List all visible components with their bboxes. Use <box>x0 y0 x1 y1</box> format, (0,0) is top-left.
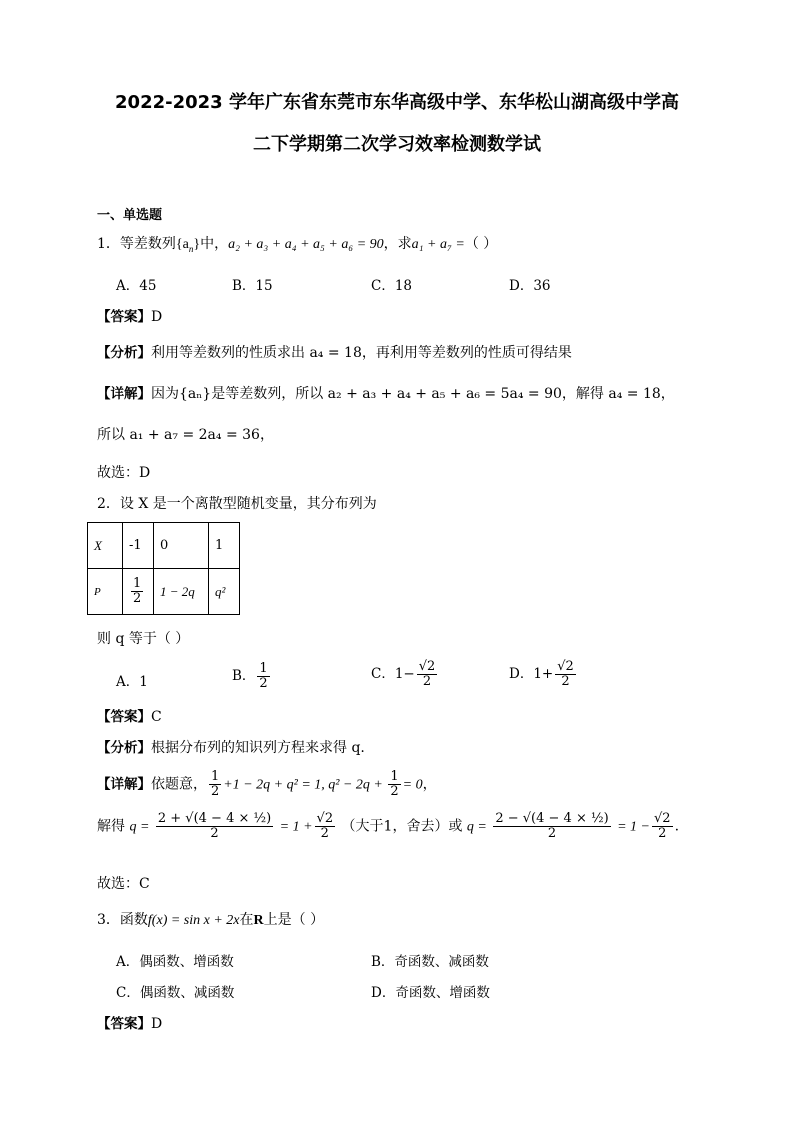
q3-option-a: A．偶函数、增函数 <box>116 954 234 970</box>
q2-option-b: B． $\frac{1}{2}$ <box>232 661 268 691</box>
q2-answer: 【答案】C <box>97 709 162 725</box>
detail-tag: 【详解】 <box>97 386 151 402</box>
q2-option-c: C．1− $\frac{√2}{2}$ <box>371 659 436 689</box>
q1-target-expression: a₁ + a₇ = <box>411 237 465 252</box>
table-cell: q² <box>209 569 240 615</box>
q1-ask: ，求 <box>383 236 412 252</box>
table-cell: 1 − 2q <box>154 569 209 615</box>
analysis-tag: 【分析】 <box>97 345 151 361</box>
q2-root-2: $\frac{\text{2 − √(4 − 4 × ½)}}{2}$ <box>495 811 609 841</box>
q2-option-d: D．1+ $\frac{√2}{2}$ <box>509 659 574 689</box>
q2-analysis: 【分析】根据分布列的知识列方程来求得 q. <box>97 740 365 756</box>
table-cell: 1 <box>209 523 240 569</box>
q1-option-c: C．18 <box>371 278 413 294</box>
q2-ask: 则 q 等于（ ） <box>97 631 190 647</box>
q2-option-a: A．1 <box>116 674 148 690</box>
q2-solve-prefix: 解得 <box>97 818 125 835</box>
q1-option-a: A．45 <box>116 278 157 294</box>
distribution-table <box>87 522 240 615</box>
q2-root-1: $\frac{\text{2 + √(4 − 4 × ½)}}{2}$ <box>157 811 272 841</box>
q1-detail-line-2: 所以 a₁ + a₇ = 2a₄ = 36， <box>97 427 274 443</box>
q1-sum-expression: a₂ + a₃ + a₄ + a₅ + a₆ = 90 <box>228 237 384 252</box>
q3-option-c: C．偶函数、减函数 <box>116 985 235 1001</box>
table-cell: P <box>88 569 123 615</box>
document-title-line-2: 二下学期第二次学习效率检测数学试 <box>253 134 541 155</box>
q3-real-set: R <box>253 913 264 928</box>
q1-option-b: B．15 <box>232 278 273 294</box>
table-cell: X <box>88 523 123 569</box>
table-cell: -1 <box>123 523 154 569</box>
answer-tag: 【答案】 <box>97 709 151 725</box>
question-2-stem: 2．设 X 是一个离散型随机变量，其分布列为 <box>97 496 377 512</box>
analysis-tag: 【分析】 <box>97 740 151 756</box>
q1-analysis: 【分析】利用等差数列的性质求出 a₄ = 18，再利用等差数列的性质可得结果 <box>97 345 572 361</box>
q3-function: f(x) = sin x + 2x <box>147 913 240 928</box>
detail-tag: 【详解】 <box>97 776 151 793</box>
section-heading: 一、单选题 <box>97 208 163 223</box>
q1-prefix: 1．等差数列 <box>97 236 176 252</box>
q3-option-b: B．奇函数、减函数 <box>371 954 489 970</box>
q1-choose: 故选：D <box>97 465 151 481</box>
q1-mid: 中， <box>200 236 229 252</box>
q1-sequence: $\{a_n\}$ <box>175 237 201 254</box>
document-title-line-1: 2022-2023 学年广东省东莞市东华高级中学、东华松山湖高级中学高 <box>115 92 679 113</box>
table-cell: $\frac{1}{2}$ <box>123 569 154 615</box>
question-3-stem: 3．函数f(x) = sin x + 2x在R上是（ ） <box>97 912 325 928</box>
table-cell: 0 <box>154 523 209 569</box>
q1-detail: 【详解】因为{aₙ}是等差数列，所以 a₂ + a₃ + a₄ + a₅ + a₆ = 5a₄ = 90，解得 a₄ = 18， <box>97 386 675 402</box>
q2-detail: 【详解】依题意， $\frac{1}{2}$ +1 − 2q + q² = 1, q² − 2q + $\frac{1}{2}$ = 0， <box>97 769 437 799</box>
q1-option-d: D．36 <box>509 278 551 294</box>
q3-option-d: D．奇函数、增函数 <box>371 985 490 1001</box>
q2-solution: 解得 q = $\frac{\text{2 + √(4 − 4 × ½)}}{2}$ = 1 + $\frac{√2}{2}$ （大于1，舍去）或 q = $\frac{\text{2 − √(4 − 4 × ½)}}{2}$ = 1 − $\frac{√2}{2}$ . <box>97 811 680 841</box>
answer-tag: 【答案】 <box>97 1016 151 1032</box>
q3-answer: 【答案】D <box>97 1016 163 1032</box>
answer-tag: 【答案】 <box>97 309 151 325</box>
q1-answer: 【答案】D <box>97 309 163 325</box>
question-1-stem <box>97 234 497 259</box>
q2-solve-note: （大于1，舍去）或 <box>341 818 463 835</box>
q1-blank: （ ） <box>464 236 498 252</box>
table-row <box>88 569 240 615</box>
q2-choose: 故选：C <box>97 876 150 892</box>
table-row <box>88 523 240 569</box>
